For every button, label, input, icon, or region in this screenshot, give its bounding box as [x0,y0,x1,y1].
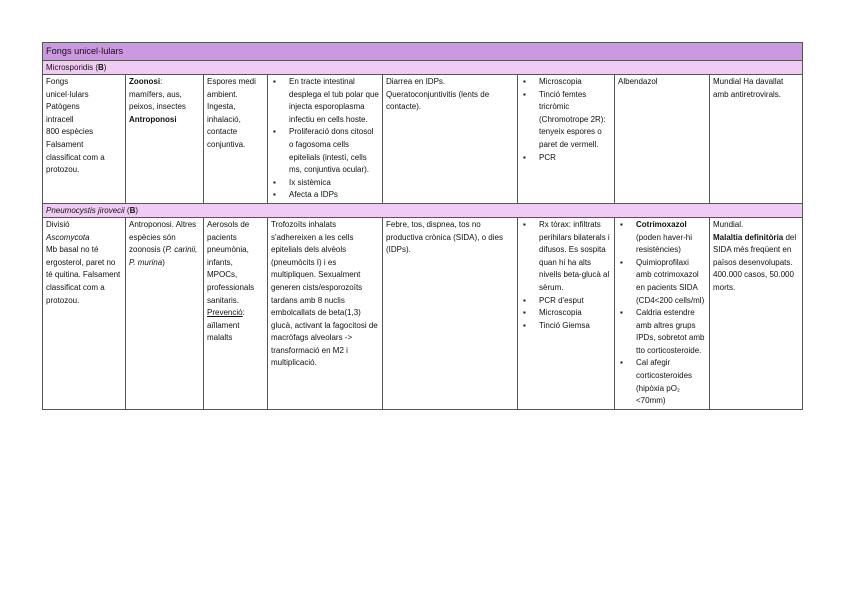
list-item: ▪ PCR [521,152,611,165]
agent-cell: Divisió Ascomycota Mb basal no té ergosterol, paret no té quitina. Falsament classificat com a protozou. [43,217,126,409]
diagnosis-cell [518,217,615,409]
fungi-table [42,42,803,410]
list-item: ▪ Caldria estendre amb altres grups IPDs, sobretot amb tto corticosteroide. [618,307,706,357]
list-item: ▪ Quimioprofilaxi amb cotrimoxazol en pacients SIDA (CD4<200 cells/ml) [618,257,706,307]
list-item: ▪ Proliferació dons citosol o fagosoma cells epitelials (intestí, cells ms, conjuntiva ocular). [271,126,379,176]
list-item: ▪ Microscopia [521,76,611,89]
document-page [42,42,802,410]
section-heading: Microsporidis (B) [43,61,803,75]
list-item: ▪ Tinció femtes tricròmic (Chromotrope 2R): tenyeix espores o paret de vermell. [521,89,611,152]
table-title: Fongs unicel·lulars [43,43,803,61]
epidemiology-cell: Mundial. Malaltia definitòria del SIDA més freqüent en països desenvolupats. 400.000 casos, 50.000 morts. [710,217,803,409]
list-item: ▪ Cotrimoxazol (poden haver-hi resistències) [618,219,706,257]
list-item: ▪ Cal afegir corticosteroides (hipòxia pO₂ <70mm) [618,357,706,407]
list-item: ▪ PCR d'esput [521,295,611,308]
table-title-row [43,43,803,61]
table-row [43,217,803,409]
list-item: ▪ Ix sistèmica [271,177,379,190]
pathogenesis-cell: Trofozoïts inhalats s'adhereixen a les cells epitelials dels alvèols (pneumòcits I) i es multipliquen. Sexualment generen cists/esporozoïts tardans amb 8 nuclis embolcallats de beta(1,3) glucà, activant la fagocitosi de macròfags alveolars -> transformació en M2 i multiplicació. [268,217,383,409]
treatment-cell [615,217,710,409]
reservoir-cell: Antroponosi. Altres espècies són zoonosis (P. carinii, P. murina) [126,217,204,409]
list-item: ▪ Rx tòrax: infiltrats perihilars bilaterals i difusos. Es sospita quan hi ha alts nivells beta-glucà al sèrum. [521,219,611,295]
list-item: ▪ En tracte intestinal desplega el tub polar que injecta esporoplasma infectiu en cells hoste. [271,76,379,126]
transmission-cell: Aerosols de pacients pneumònia, infants, MPOCs, professionals sanitaris. Prevenció: aïllament malalts [204,217,268,409]
list-item: ▪ Tinció Giemsa [521,320,611,333]
pathogenesis-cell [268,75,383,204]
list-item: ▪ Microscopia [521,307,611,320]
diagnosis-cell [518,75,615,204]
reservoir-cell: Zoonosi: mamífers, aus, peixos, insectes Antroponosi [126,75,204,204]
transmission-cell: Espores medi ambient. Ingesta, inhalació, contacte conjuntiva. [204,75,268,204]
section-header-row [43,203,803,217]
section-header-row [43,61,803,75]
treatment-cell: Albendazol [615,75,710,204]
clinic-cell: Febre, tos, dispnea, tos no productiva crònica (SIDA), o dies (IDPs). [383,217,518,409]
clinic-cell: Diarrea en IDPs. Queratoconjuntivitis (lents de contacte). [383,75,518,204]
table-row [43,75,803,204]
agent-cell: Fongs unicel·lulars Patògens intracell 800 espècies Falsament classificat com a protozou. [43,75,126,204]
section-heading: Pneumocystis jirovecii (B) [43,203,803,217]
list-item: ▪ Afecta a IDPs [271,189,379,202]
epidemiology-cell: Mundial Ha davallat amb antiretrovirals. [710,75,803,204]
